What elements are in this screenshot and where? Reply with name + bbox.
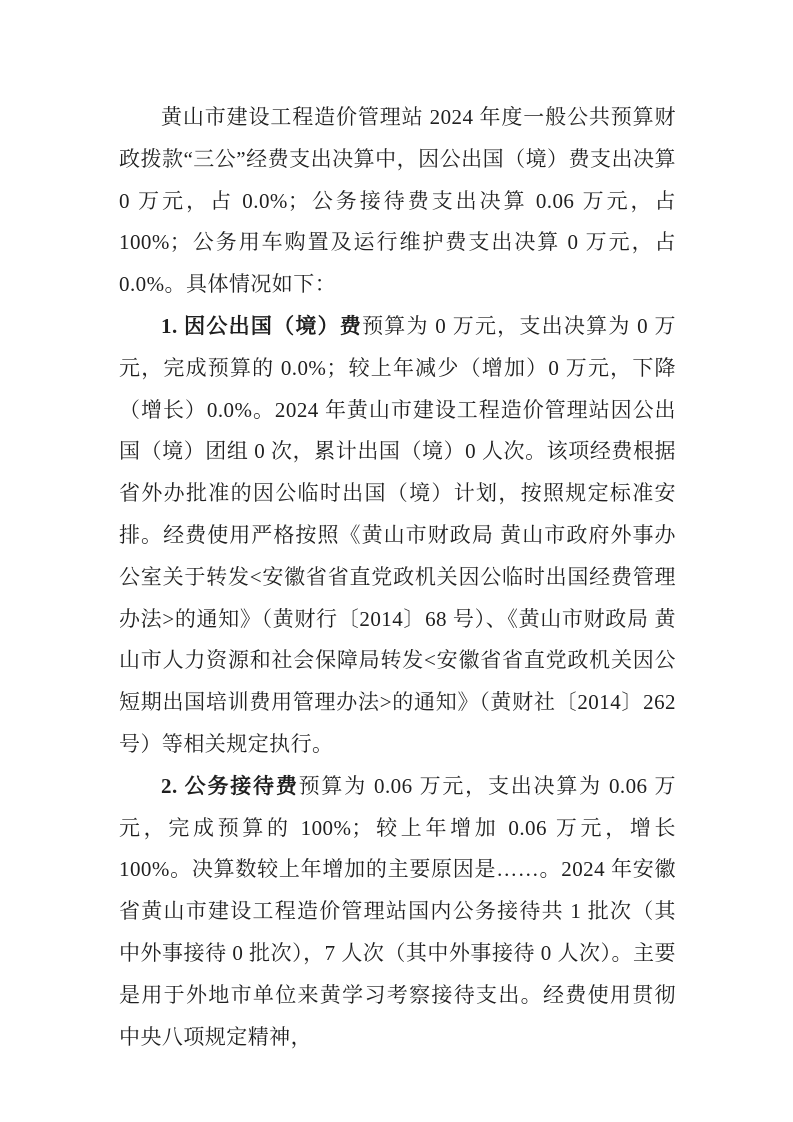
paragraph-section-1 (119, 306, 676, 766)
section-2-heading: 2. 公务接待费 (161, 773, 299, 798)
paragraph-intro (119, 97, 676, 306)
paragraph-section-2 (119, 766, 676, 1059)
section-1-heading: 1. 因公出国（境）费 (161, 313, 363, 338)
section-2-text: 预算为 0.06 万元，支出决算为 0.06 万元，完成预算的 100%；较上年增加 0.06 万元，增长 100%。决算数较上年增加的主要原因是……。2024 年安徽省黄山市建设工程造价管理站国内公务接待共 1 批次（其中外事接待 0 批次），7 人次（其中外事接待 0 人次）。主要是用于外地市单位来黄学习考察接待支出。经费使用贯彻中央八项规定精神， (119, 773, 676, 1049)
document-text-block (119, 97, 676, 1058)
section-1-text: 预算为 0 万元，支出决算为 0 万元，完成预算的 0.0%；较上年减少（增加）0 万元，下降（增长）0.0%。2024 年黄山市建设工程造价管理站因公出国（境）团组 0 次，累计出国（境）0 人次。该项经费根据省外办批准的因公临时出国（境）计划，按照规定标准安排。经费使用严格按照《黄山市财政局 黄山市政府外事办公室关于转发<安徽省省直党政机关因公临时出国经费管理办法>的通知》（黄财行〔2014〕68 号）、《黄山市财政局 黄山市人力资源和社会保障局转发<安徽省省直党政机关因公短期出国培训费用管理办法>的通知》（黄财社〔2014〕262 号）等相关规定执行。 (119, 313, 676, 756)
paragraph-intro-text: 黄山市建设工程造价管理站 2024 年度一般公共预算财政拨款“三公”经费支出决算中，因公出国（境）费支出决算 0 万元，占 0.0%；公务接待费支出决算 0.06 万元，占 100%；公务用车购置及运行维护费支出决算 0 万元，占 0.0%。具体情况如下： (119, 105, 676, 297)
